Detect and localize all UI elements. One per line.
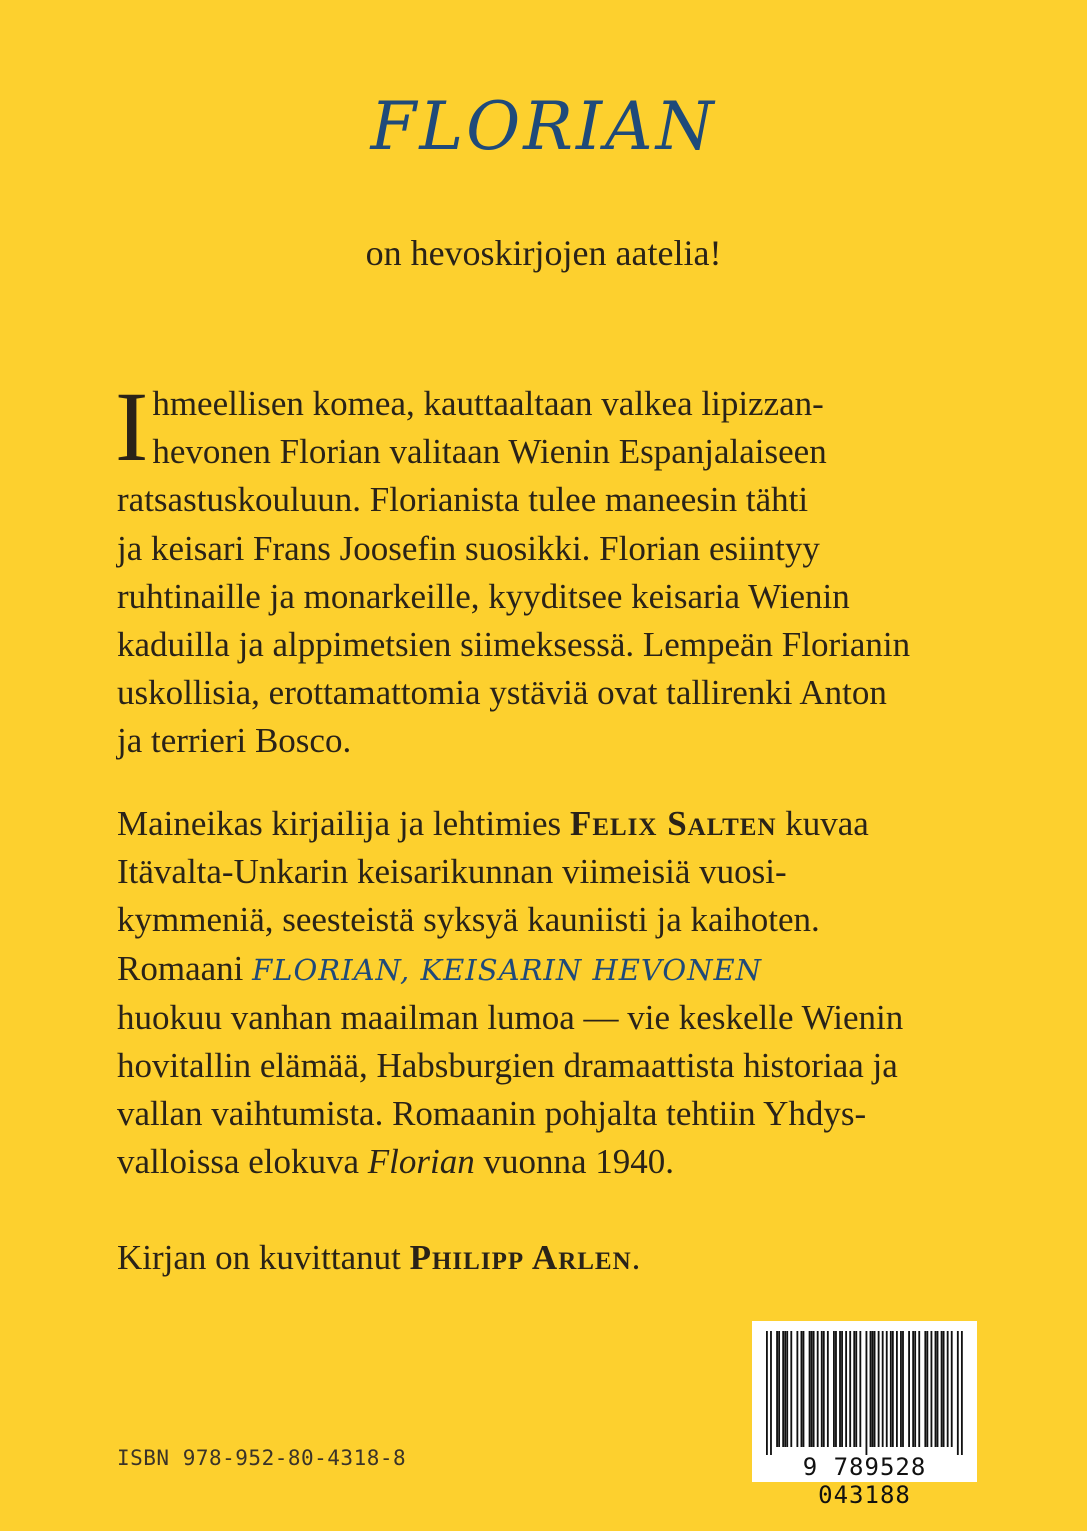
barcode-bar <box>809 1331 811 1447</box>
blurb-paragraph-3 <box>117 1234 977 1282</box>
barcode-bar <box>872 1331 874 1447</box>
barcode-bar <box>886 1331 888 1447</box>
illustrator-name: Philipp Arlen <box>409 1238 632 1277</box>
barcode-bar <box>859 1331 861 1447</box>
barcode-bar <box>931 1331 933 1447</box>
blurb-text: kuvaa <box>776 804 869 843</box>
barcode-bar <box>823 1331 825 1447</box>
barcode-bar <box>900 1331 902 1447</box>
barcode-bar <box>786 1331 788 1447</box>
barcode-number: 9 789528 043188 <box>802 1453 927 1509</box>
blurb-line: ratsastuskouluun. Florianista tulee maneesin tähti <box>117 480 809 520</box>
barcode-bar <box>957 1331 959 1455</box>
barcode-bar <box>833 1331 835 1447</box>
barcode-bar <box>941 1331 943 1447</box>
blurb-line: vallan vaihtumista. Romaanin pohjalta tehtiin Yhdys- <box>117 1094 867 1134</box>
blurb-text: vuonna 1940. <box>474 1142 675 1182</box>
barcode-bar <box>924 1331 926 1447</box>
barcode-bar <box>878 1331 880 1447</box>
barcode-bar <box>918 1331 920 1447</box>
blurb-line <box>117 1138 977 1186</box>
barcode-bar <box>914 1331 916 1447</box>
barcode-bar <box>782 1331 784 1447</box>
barcode-bar <box>855 1331 857 1447</box>
barcode-bar <box>784 1331 786 1447</box>
barcode-bar <box>766 1331 768 1455</box>
barcode-bar <box>947 1331 949 1447</box>
barcode-bar <box>790 1331 792 1447</box>
blurb-text: valloissa elokuva <box>117 1142 368 1182</box>
barcode-bar <box>890 1331 892 1447</box>
barcode-bar <box>835 1331 837 1447</box>
barcode-bar <box>801 1331 803 1447</box>
cover-title: FLORIAN <box>370 88 717 165</box>
author-name: Felix Salten <box>569 804 777 843</box>
blurb-text: Romaani <box>117 948 253 988</box>
blurb-line: kymmeniä, seesteistä syksyä kauniisti ja kaihoten. <box>117 900 820 940</box>
barcode-bar <box>770 1331 772 1455</box>
film-title: Florian <box>367 1142 475 1182</box>
barcode-bar <box>839 1331 841 1447</box>
barcode-bar <box>908 1331 910 1447</box>
barcode-bar <box>902 1331 904 1447</box>
barcode-bar <box>892 1331 894 1447</box>
blurb-line: uskollisia, erottamattomia ystäviä ovat tallirenki Anton <box>117 673 887 713</box>
blurb-text: Kirjan on kuvittanut <box>117 1238 410 1277</box>
blurb-text: Maineikas kirjailija ja lehtimies <box>117 804 570 843</box>
isbn-text: ISBN 978-952-80-4318-8 <box>117 1446 407 1470</box>
barcode-bar <box>803 1331 805 1447</box>
barcode-bar <box>870 1331 872 1447</box>
blurb-line <box>117 1234 977 1282</box>
barcode-bar <box>853 1331 855 1447</box>
blurb-text: . <box>631 1238 641 1277</box>
barcode-bar <box>811 1331 813 1447</box>
barcode-bar <box>874 1331 876 1447</box>
book-title: FLORIAN, KEISARIN HEVONEN <box>252 952 763 987</box>
barcode-bar <box>943 1331 945 1447</box>
blurb-paragraph-1 <box>115 371 977 766</box>
tagline: on hevoskirjojen aatelia! <box>365 233 722 273</box>
barcode-bar <box>817 1331 819 1447</box>
barcode-bar <box>776 1331 778 1447</box>
barcode-bar <box>896 1331 898 1447</box>
barcode-bar <box>926 1331 928 1447</box>
barcode-bar <box>813 1331 815 1447</box>
blurb-line: Itävalta-Unkarin keisarikunnan viimeisiä vuosi- <box>117 852 787 892</box>
barcode-bar <box>849 1331 851 1447</box>
barcode-bar <box>827 1331 829 1447</box>
blurb-line: kaduilla ja alppimetsien siimeksessä. Lempeän Florianin <box>117 625 911 665</box>
blurb-line: hmeellisen komea, kauttaaltaan valkea lipizzan- <box>152 384 824 423</box>
blurb-line: hovitallin elämää, Habsburgien dramaattista historiaa ja <box>117 1046 898 1086</box>
barcode-bar <box>821 1331 823 1447</box>
blurb-line <box>117 800 977 848</box>
blurb-line: ja keisari Frans Joosefin suosikki. Florian esiintyy <box>117 528 820 568</box>
barcode-bar <box>912 1331 914 1447</box>
barcode-bar <box>796 1331 798 1447</box>
blurb-line: hevonen Florian valitaan Wienin Espanjalaiseen <box>152 432 827 472</box>
barcode-bar <box>882 1331 884 1447</box>
barcode-bar <box>845 1331 847 1447</box>
blurb-line: ruhtinaille ja monarkeille, kyyditsee keisaria Wienin <box>117 576 850 616</box>
blurb-line: ja terrieri Bosco. <box>117 721 352 761</box>
barcode <box>752 1321 977 1509</box>
blurb-paragraph-2 <box>117 800 977 1187</box>
blurb-line: huokuu vanhan maailman lumoa — vie keskelle Wienin <box>117 997 904 1037</box>
barcode-bar <box>935 1331 937 1447</box>
barcode-bar <box>951 1331 953 1447</box>
drop-cap: I <box>115 371 149 482</box>
barcode-bar <box>866 1331 868 1455</box>
blurb-line <box>117 945 977 994</box>
barcode-bar <box>778 1331 780 1447</box>
barcode-bar <box>961 1331 963 1455</box>
barcode-bar <box>937 1331 939 1447</box>
barcode-bar <box>841 1331 843 1447</box>
